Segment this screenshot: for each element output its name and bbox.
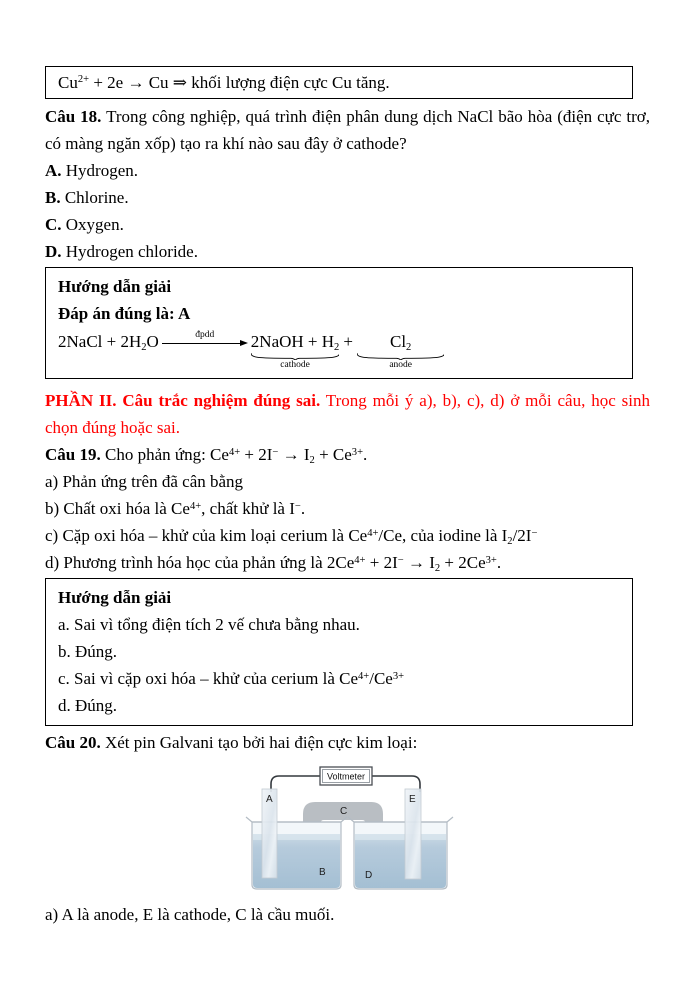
cathode-brace-label: cathode xyxy=(280,360,310,370)
anode-product-group xyxy=(357,331,445,370)
question-19-label: Câu 19. xyxy=(45,445,101,464)
option-c-label: C. xyxy=(45,215,62,234)
question-20-text: Xét pin Galvani tạo bởi hai điện cực kim loại: xyxy=(100,733,418,752)
question-18-option-b xyxy=(45,184,650,211)
option-a-label: A. xyxy=(45,161,62,180)
question-18-option-c xyxy=(45,211,650,238)
question-20 xyxy=(45,729,650,756)
electrolysis-equation xyxy=(58,331,620,370)
solution-item-d: d. Đúng. xyxy=(58,696,118,715)
solution-answer: Đáp án đúng là: A xyxy=(58,304,191,323)
arrow-shaft-icon xyxy=(162,340,248,348)
solution-title: Hướng dẫn giải xyxy=(58,277,172,296)
reaction-arrow xyxy=(162,331,248,348)
option-d-label: D. xyxy=(45,242,62,261)
question-18 xyxy=(45,103,650,157)
underbrace-icon xyxy=(251,353,340,360)
option-b-text: Chlorine. xyxy=(60,188,129,207)
part-2-heading-rest: Trong mỗi ý a), b), c), d) ở mỗi câu, học sinh chọn đúng hoặc sai. xyxy=(45,391,650,437)
cathode-product-group xyxy=(251,331,340,370)
label-electrode-a: A xyxy=(266,794,273,805)
arrow-condition-label: đpdd xyxy=(195,330,215,340)
option-b-label: B. xyxy=(45,188,61,207)
question-19-item-a: a) Phản ứng trên đã cân bằng xyxy=(45,472,244,491)
label-salt-bridge-c: C xyxy=(340,806,348,817)
question-19-item-c: c) Cặp oxi hóa – khử của kim loại cerium là $Ce^{4+}/Ce$, của iodine là $I_2/2I^-$ xyxy=(45,526,538,547)
equation-reactants: 2NaCl + $2H_2O$ xyxy=(58,332,159,353)
question-19-text: Cho phản ứng: $Ce^{4+} + 2I^- \to I_2 + Ce^{3+}$. xyxy=(100,445,368,466)
label-electrode-e: E xyxy=(409,794,416,805)
question-18-label: Câu 18. xyxy=(45,107,102,126)
solution-item-b: b. Đúng. xyxy=(58,642,118,661)
solution-box-q19 xyxy=(45,578,633,726)
galvanic-cell-diagram xyxy=(243,758,473,893)
label-beaker-b: B xyxy=(319,867,326,878)
question-18-option-a xyxy=(45,157,650,184)
part-2-heading xyxy=(45,387,650,441)
solution-item-a: a. Sai vì tổng điện tích 2 vế chưa bằng nhau. xyxy=(58,615,360,634)
cathode-products: 2NaOH + $H_2$ xyxy=(250,332,340,353)
anode-product: $Cl_2$ xyxy=(389,332,412,353)
question-18-text: Trong công nghiệp, quá trình điện phân dung dịch NaCl bão hòa (điện cực trơ, có màng ngăn xốp) tạo ra khí nào sau đây ở cathode? xyxy=(45,107,650,153)
option-d-text: Hydrogen chloride. xyxy=(61,242,198,261)
wire-left xyxy=(271,776,323,792)
equation-plus: + xyxy=(343,332,353,351)
anode-brace-label: anode xyxy=(389,360,412,370)
option-a-text: Hydrogen. xyxy=(61,161,139,180)
question-20-item-a: a) A là anode, E là cathode, C là cầu muối. xyxy=(45,905,335,924)
solution-surface-right xyxy=(355,834,446,840)
question-20-label: Câu 20. xyxy=(45,733,101,752)
option-c-text: Oxygen. xyxy=(61,215,124,234)
solution-title: Hướng dẫn giải xyxy=(58,588,172,607)
note-box-cu-reduction xyxy=(45,66,633,99)
voltmeter-label: Voltmeter xyxy=(326,771,366,782)
question-19-item-d: d) Phương trình hóa học của phản ứng là $2Ce^{4+} + 2I^- \to I_2 + 2Ce^{3+}$. xyxy=(45,553,502,574)
underbrace-icon xyxy=(357,353,445,360)
question-19 xyxy=(45,441,650,468)
solution-box-q18 xyxy=(45,267,633,379)
part-2-heading-bold: PHẦN II. Câu trắc nghiệm đúng sai. xyxy=(45,391,321,410)
question-18-option-d xyxy=(45,238,650,265)
label-beaker-d: D xyxy=(365,870,373,881)
solution-item-c: c. Sai vì cặp oxi hóa – khử của cerium là $Ce^{4+}/Ce^{3+}$ xyxy=(58,669,405,688)
cu-reduction-formula: $Cu^{2+} + 2e \to Cu$ ⇒ khối lượng điện cực Cu tăng. xyxy=(58,72,390,92)
question-19-item-b: b) Chất oxi hóa là $Ce^{4+}$, chất khử là I−. xyxy=(45,499,306,518)
